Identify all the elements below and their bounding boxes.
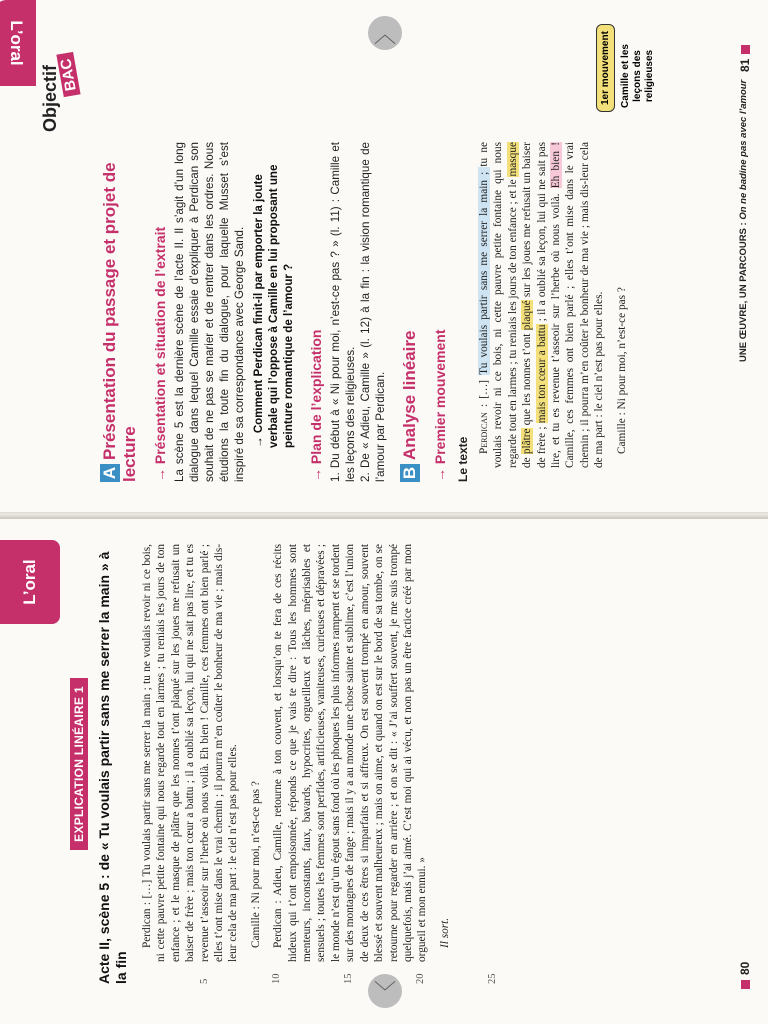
section-b-title: BAnalyse linéaire: [400, 142, 420, 482]
subsection-first-movement: → Premier mouvement: [432, 329, 448, 482]
linear-title: EXPLICATION LINÉAIRE 1: [70, 678, 88, 850]
movement-label: 1er mouvement: [596, 24, 615, 112]
line-number: 20: [415, 973, 426, 984]
left-tab-label: L’oral: [20, 559, 39, 605]
reading-question: → Comment Perdican finit-il par emporter la joute verbale qui l’oppose à Camille en lui proposant une peinture romantique de l’amour ?: [252, 164, 295, 448]
section-letter: B: [400, 464, 420, 482]
annotated-text: Perdican : […] Tu voulais partir sans me serrer la main ; tu ne voulais revoir ni ce bois, ni cette pauvre petite fontaine qui nous regarde tout en larmes ; tu reniais les jours de ton enfance ; et le masque de plâtre que les nonnes t’ont plaqué sur les joues me refusait un baiser de frère ; mais ton cœur a battu ; il a oublié sa leçon, lui qui ne sait pas lire, et tu es revenue t’asseoir sur l’herbe où nous voilà. Eh bien ! Camille, ces femmes ont bien parlé ; elles t’ont mise dans le vrai chemin ; il pourra m’en coûter le bonheur de ma vie ; mais dis-leur cela de ma part : le ciel n’est pas pour elles. Camille : Ni pour moi, n’est-ce pas ?: [478, 142, 628, 468]
line-number: 10: [271, 973, 282, 984]
line-number: 25: [487, 973, 498, 984]
section-letter: A: [100, 464, 120, 482]
subsection-presentation: → Présentation et situation de l’extrait: [152, 226, 168, 482]
right-tab-label: L’oral: [7, 20, 26, 66]
square-marker: [741, 980, 750, 989]
play-text: [140, 544, 498, 984]
stage-direction: Il sort.: [438, 917, 451, 948]
intro-text: La scène 5 est la dernière scène de l’acte II. Il s’agit d’un long dialogue dans lequel Camille essaie d’expliquer à Perdican son souhait de ne pas se marier et de rentrer dans les ordres. Nous étudions la toute fin du dialogue, pour laquelle Musset s’est inspiré de sa correspondance avec George Sand.: [173, 142, 246, 482]
line-number: 5: [199, 978, 210, 984]
badge-word: Objectif: [40, 64, 60, 132]
paragraph: Camille : Ni pour moi, n’est-ce pas ?: [249, 781, 262, 948]
square-marker: [741, 45, 750, 54]
badge-word-bac: BAC: [56, 52, 80, 97]
plan-item: 2. De « Adieu, Camille » (l. 12) à la fin : la vision romantique de l’amour par Perdican.: [359, 142, 387, 482]
chevron-down-icon: ﹀: [373, 980, 396, 1006]
left-page-tab: [0, 540, 60, 624]
text-heading: Le texte: [456, 436, 470, 482]
right-page-number: 81: [738, 40, 752, 72]
chevron-up-icon: ︿: [373, 22, 396, 48]
right-page-tab: [0, 0, 36, 86]
paragraph: Camille : Ni pour moi, n’est-ce pas ?: [615, 287, 628, 454]
left-page: [0, 516, 768, 1024]
paragraph: Perdican : […] Tu voulais partir sans me serrer la main ; tu ne voulais revoir ni ce bois, ni cette pauvre petite fontaine qui nous regarde tout en larmes ; tu reniais les jours de ton enfance ; et le masque de plâtre que les nonnes t’ont plaqué sur les joues me refusait un baiser de frère ; mais ton cœur a battu ; il a oublié sa leçon, lui qui ne sait pas lire, et tu es revenue t’asseoir sur l’herbe où nous voilà. Eh bien ! Camille, ces femmes ont bien parlé ; elles t’ont mise dans le vrai chemin ; il pourra m’en coûter le bonheur de ma vie ; mais dis-leur cela de ma part : le ciel n’est pas pour elles.: [141, 544, 240, 962]
subsection-plan: → Plan de l’explication: [308, 329, 324, 482]
paragraph: Perdican : Adieu, Camille, retourne à ton couvent, et lorsqu’on te fera de ces récits hideux qui t’ont empoisonnée, réponds ce que je vais te dire : Tous les hommes sont menteurs, inconstants, faux, bavards, hypocrites, orgueilleux et lâches, méprisables et sensuels ; toutes les femmes sont perfides, artificieuses, vaniteuses, curieuses et dépravées ; le monde n’est qu’un égout sans fond où les phoques les plus informes rampent et se tordent sur des montagnes de fange ; mais il y a au monde une chose sainte et sublime, c’est l’union de deux de ces êtres si imparfaits et si affreux. On est souvent trompé en amour, souvent blessé et souvent malheureux ; mais on aime, et quand on est sur le bord de sa tombe, on se retourne pour regarder en arrière ; et on se dit : « J’ai souffert souvent, je me suis trompé quelquefois, mais j’ai aimé. C’est moi qui ai vécu, et non pas un être factice créé par mon orgueil et mon ennui. »: [272, 544, 429, 962]
movement-theme: Camille et les leçons des religieuses: [620, 44, 655, 108]
page-footer: UNE ŒUVRE, UN PARCOURS : On ne badine pas avec l’amour: [738, 79, 749, 362]
line-number: 15: [343, 973, 354, 984]
left-page-number: 80: [738, 962, 752, 994]
prev-page-button[interactable]: [368, 974, 402, 1008]
plan-item: 1. Du début à « Ni pour moi, n’est-ce pas ? » (l. 11) : Camille et les leçons des religieuses.: [329, 142, 357, 482]
right-page-content: [100, 142, 637, 482]
next-page-button[interactable]: [368, 16, 402, 50]
objectif-bac-badge: [40, 42, 90, 132]
act-title: Acte II, scène 5 : de « Tu voulais partir sans me serrer la main » à la fin: [96, 551, 129, 984]
left-page-content: [70, 544, 498, 984]
section-a-title: APrésentation du passage et projet de lecture: [100, 162, 139, 482]
